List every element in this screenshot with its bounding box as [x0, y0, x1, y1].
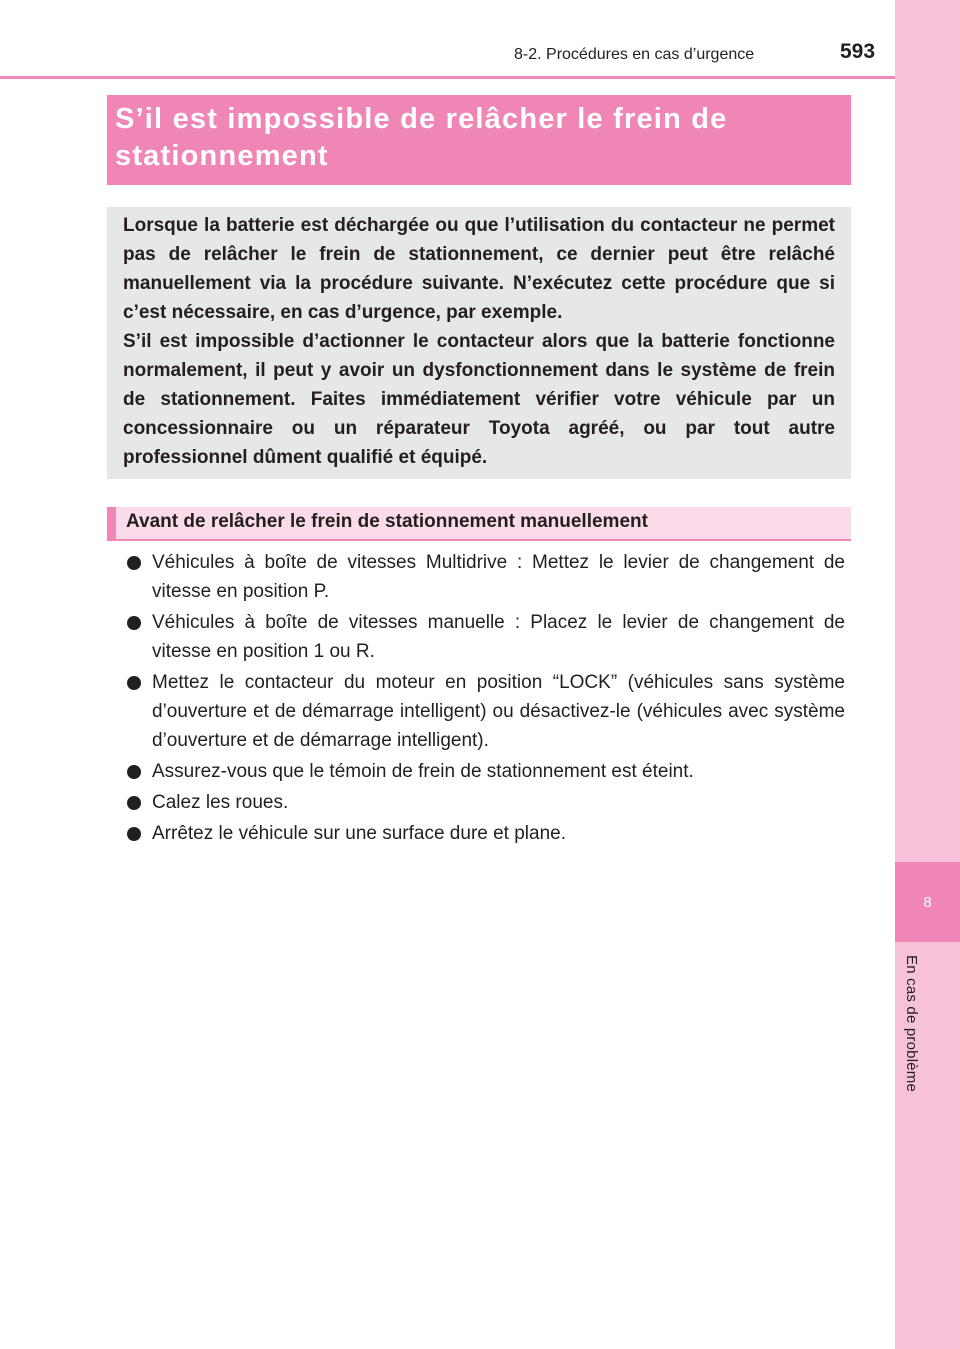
list-item [127, 548, 845, 606]
list-item [127, 608, 845, 666]
list-item [127, 757, 845, 786]
bullet-dot-icon [127, 796, 141, 810]
intro-paragraph: Lorsque la batterie est déchargée ou que l’utilisation du contacteur ne permet pas de relâcher le frein de stationnement, ce dernier peut être relâché manuellement via la procédure suivante. N’exécutez cette procédure que si c’est nécessaire, en cas d’urgence, par exemple. [123, 215, 835, 323]
list-item [127, 819, 845, 848]
bullet-dot-icon [127, 827, 141, 841]
list-item [127, 668, 845, 755]
section-title-box [107, 95, 851, 185]
list-item-text: Assurez-vous que le témoin de frein de stationnement est éteint. [152, 761, 694, 782]
subsection-title: Avant de relâcher le frein de stationnement manuellement [126, 511, 648, 532]
chapter-side-tab [895, 0, 960, 1349]
list-item-text: Calez les roues. [152, 792, 289, 813]
list-item [127, 788, 845, 817]
subsection-heading [107, 507, 851, 541]
header-section-title: 8-2. Procédures en cas d’urgence [514, 46, 755, 63]
bullet-dot-icon [127, 616, 141, 630]
bullet-dot-icon [127, 556, 141, 570]
intro-paragraph: S’il est impossible d’actionner le contacteur alors que la batterie fonctionne normalement, il peut y avoir un dysfonctionnement dans le système de frein de stationnement. Faites immédiatement vérifier votre véhicule par un concessionnaire ou un réparateur Toyota agréé, ou par tout autre professionnel dûment qualifié et équipé. [123, 331, 835, 468]
prerequisite-list [127, 548, 845, 850]
chapter-number-tab[interactable] [895, 862, 960, 942]
list-item-text: Véhicules à boîte de vitesses manuelle : Placez le levier de changement de vitesse en position 1 ou R. [152, 612, 845, 662]
header-divider [0, 76, 895, 79]
list-item-text: Véhicules à boîte de vitesses Multidrive : Mettez le levier de changement de vitesse en position P. [152, 552, 845, 602]
chapter-title: En cas de problème [903, 955, 920, 1093]
bullet-dot-icon [127, 765, 141, 779]
chapter-number: 8 [923, 893, 932, 911]
list-item-text: Mettez le contacteur du moteur en position “LOCK” (véhicules sans système d’ouverture et de démarrage intelligent) ou désactivez-le (véhicules avec système d’ouverture et de démarrage intelligent). [152, 672, 845, 751]
intro-box [107, 207, 851, 479]
page-number: 593 [840, 40, 876, 63]
page-title: S’il est impossible de relâcher le frein de stationnement [115, 103, 728, 172]
list-item-text: Arrêtez le véhicule sur une surface dure et plane. [152, 823, 567, 844]
bullet-dot-icon [127, 676, 141, 690]
